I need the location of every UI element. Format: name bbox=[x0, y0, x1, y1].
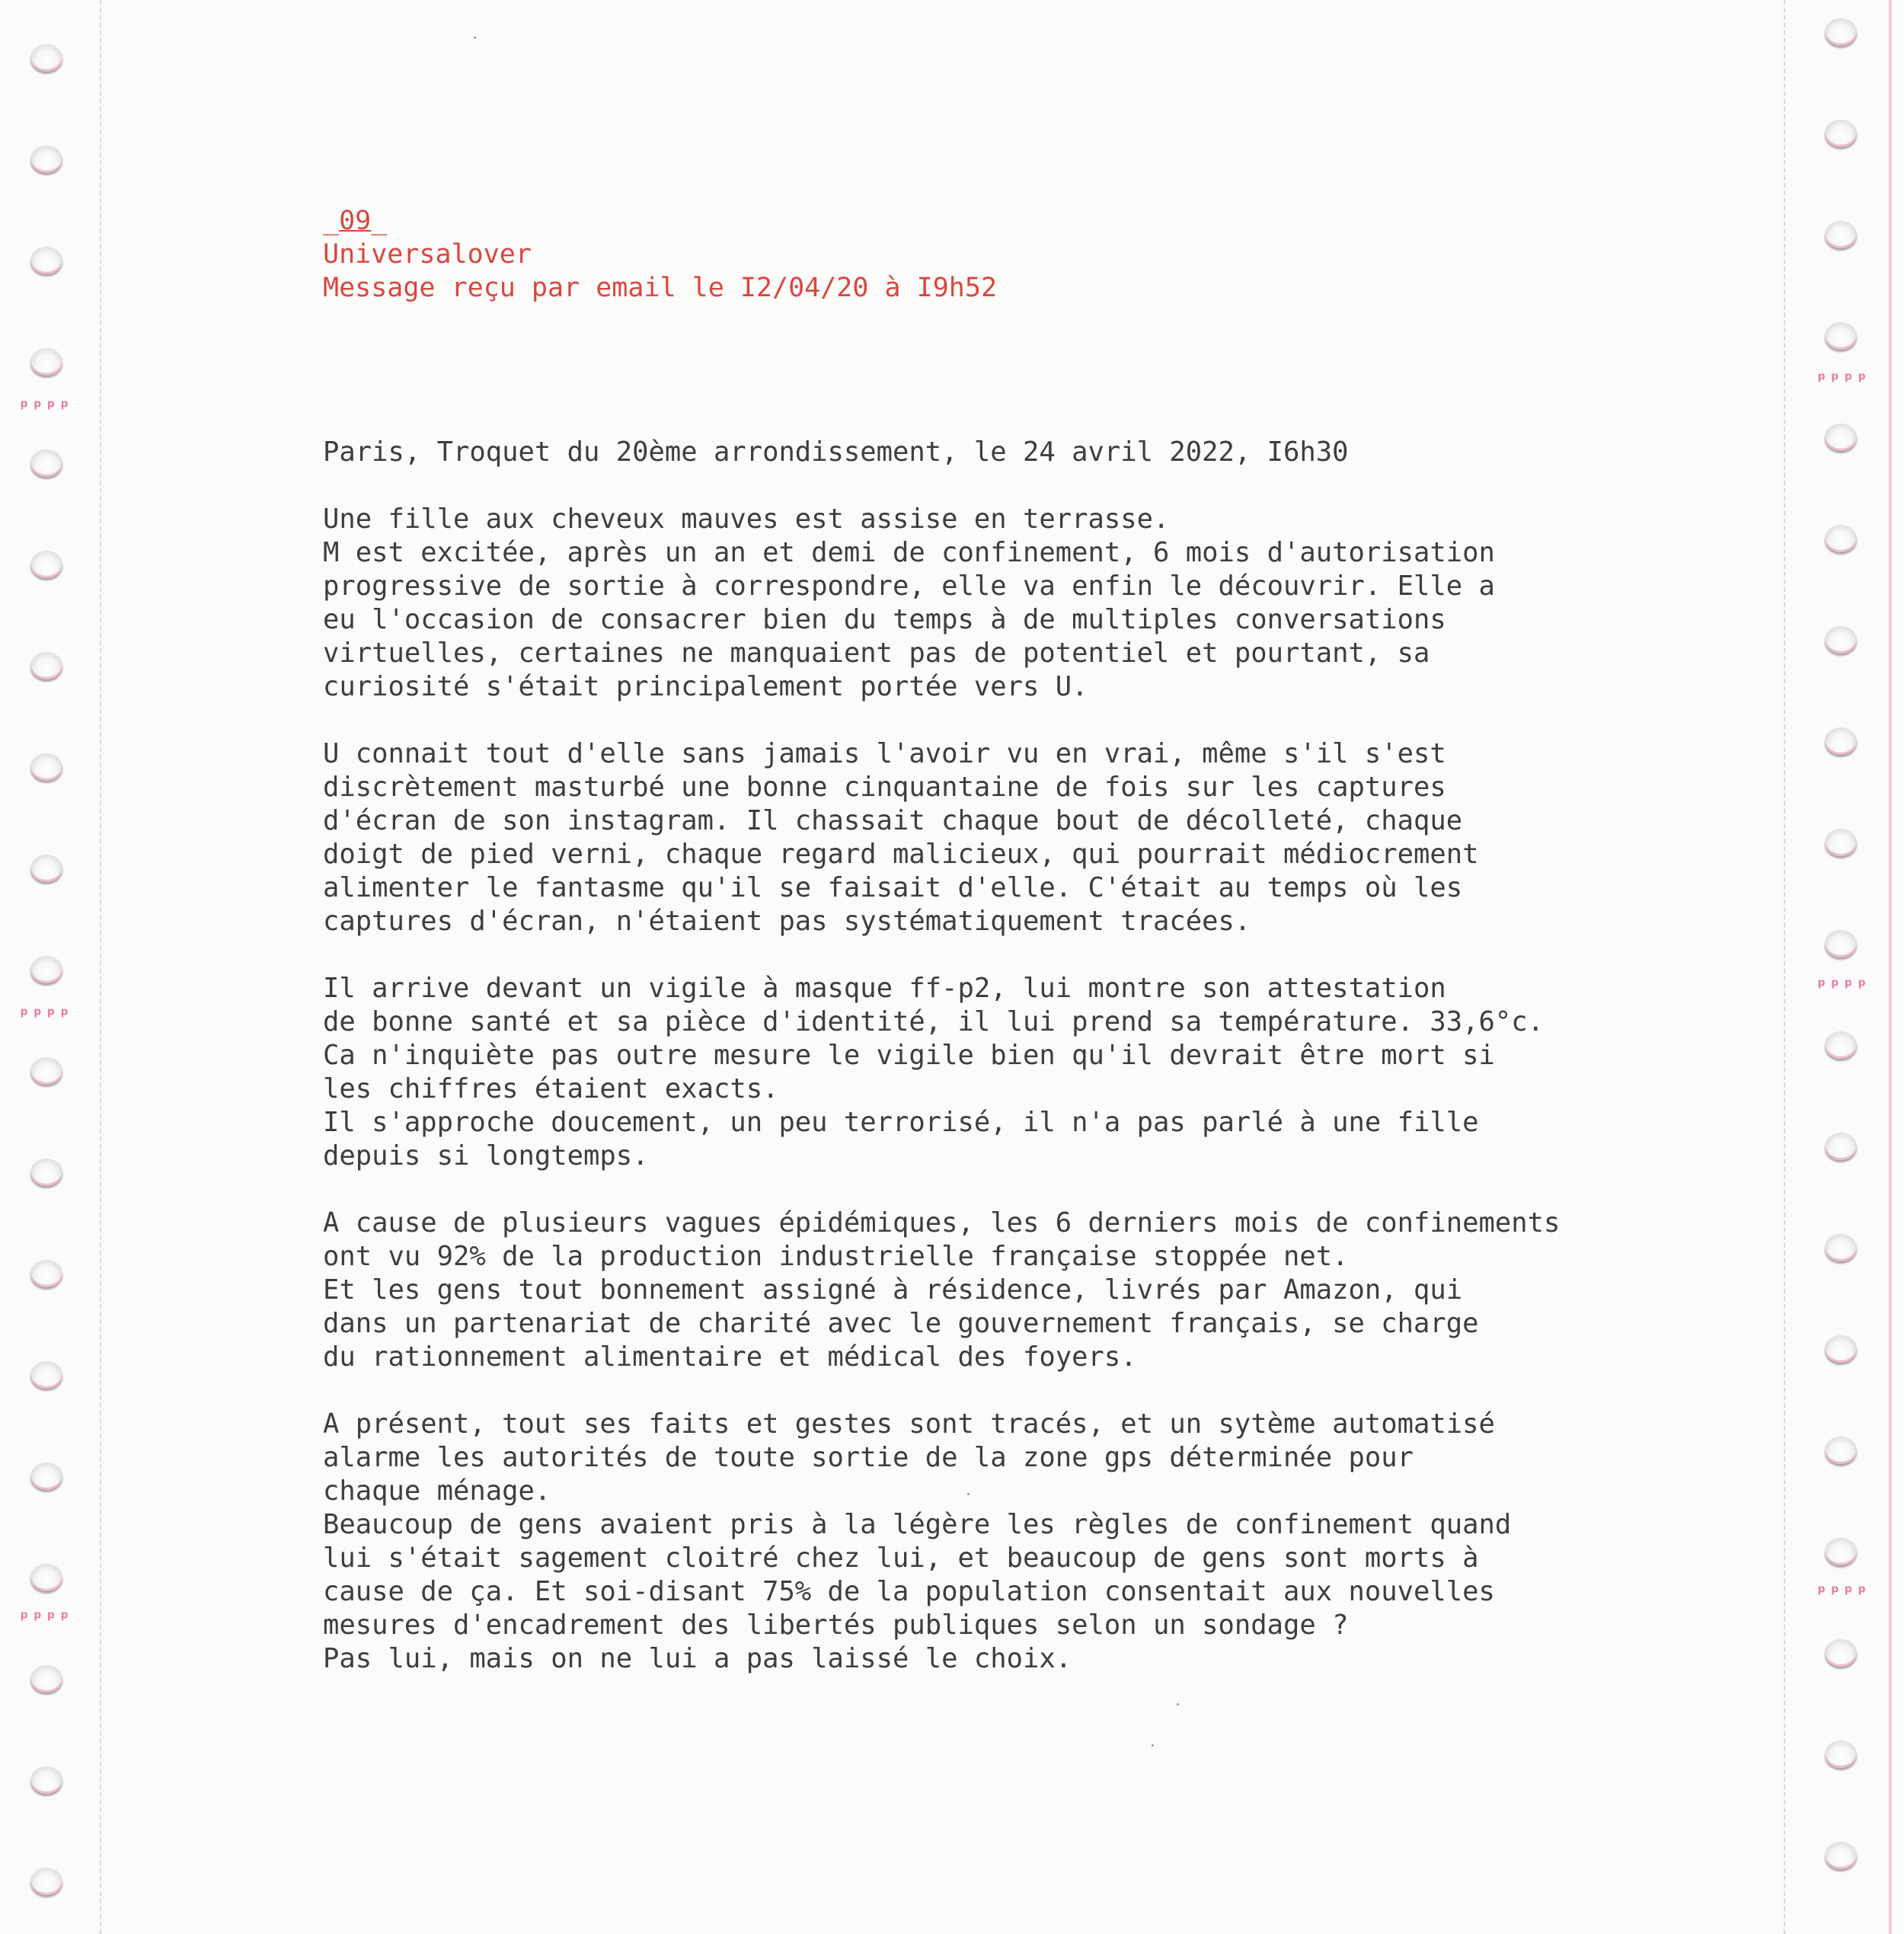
text-line: Et les gens tout bonnement assigné à résidence, livrés par Amazon, qui bbox=[323, 1274, 1463, 1306]
paragraph bbox=[323, 1207, 1709, 1374]
ink-speck bbox=[474, 37, 476, 39]
text-line: depuis si longtemps. bbox=[323, 1140, 649, 1172]
text-line: d'écran de son instagram. Il chassait chaque bout de décolleté, chaque bbox=[323, 805, 1463, 836]
feed-hole bbox=[30, 855, 62, 882]
right-edge-stripe bbox=[1889, 0, 1892, 1934]
feed-hole bbox=[30, 449, 62, 477]
feed-hole bbox=[30, 1159, 62, 1186]
feed-hole bbox=[1825, 1234, 1857, 1261]
feed-hole bbox=[1825, 525, 1857, 552]
feed-hole bbox=[30, 551, 62, 578]
perforation-mark: ᵖᵖᵖᵖ bbox=[18, 1607, 72, 1630]
left-tear-line bbox=[100, 0, 101, 1934]
text-line: discrètement masturbé une bonne cinquantaine de fois sur les captures bbox=[323, 772, 1446, 803]
text-line: Il s'approche doucement, un peu terrorisé, il n'a pas parlé à une fille bbox=[323, 1107, 1479, 1138]
feed-hole bbox=[1825, 120, 1857, 147]
text-line: A cause de plusieurs vagues épidémiques, les 6 derniers mois de confinements bbox=[323, 1207, 1561, 1239]
paragraphs bbox=[323, 503, 1709, 1676]
feed-hole bbox=[30, 247, 62, 274]
text-line: curiosité s'était principalement portée vers U. bbox=[323, 671, 1088, 702]
perforation-mark: ᵖᵖᵖᵖ bbox=[18, 1004, 72, 1027]
feed-hole bbox=[30, 956, 62, 983]
feed-hole bbox=[30, 1564, 62, 1591]
ink-speck bbox=[1152, 1744, 1154, 1747]
text-line: lui s'était sagement cloitré chez lui, et beaucoup de gens sont morts à bbox=[323, 1542, 1479, 1574]
letter-number: 09 bbox=[339, 206, 372, 236]
text-line: alarme les autorités de toute sortie de la zone gps déterminée pour bbox=[323, 1442, 1414, 1473]
feed-hole bbox=[1825, 626, 1857, 654]
feed-hole bbox=[30, 348, 62, 376]
feed-hole bbox=[30, 44, 62, 72]
text-line: alimenter le fantasme qu'il se faisait d'elle. C'était au temps où les bbox=[323, 872, 1463, 903]
text-line: eu l'occasion de consacrer bien du temps à de multiples conversations bbox=[323, 604, 1446, 635]
text-line: progressive de sortie à correspondre, elle va enfin le découvrir. Elle a bbox=[323, 571, 1495, 602]
feed-hole bbox=[30, 652, 62, 679]
text-line: U connait tout d'elle sans jamais l'avoir vu en vrai, même s'il s'est bbox=[323, 738, 1446, 769]
feed-hole bbox=[30, 1665, 62, 1693]
feed-hole bbox=[30, 145, 62, 173]
feed-hole bbox=[1825, 1031, 1857, 1059]
place-date-line: Paris, Troquet du 20ème arrondissement, le 24 avril 2022, I6h30 bbox=[323, 436, 1349, 468]
text-line: dans un partenariat de charité avec le gouvernement français, se charge bbox=[323, 1308, 1479, 1339]
letter-title: Universalover bbox=[323, 239, 532, 270]
feed-hole bbox=[1825, 1639, 1857, 1667]
right-tear-line bbox=[1784, 0, 1785, 1934]
feed-hole bbox=[1825, 1538, 1857, 1565]
letter-subtitle: Message reçu par email le I2/04/20 à I9h52 bbox=[323, 273, 998, 303]
paragraph bbox=[323, 737, 1709, 938]
feed-hole bbox=[1825, 424, 1857, 451]
text-line: Beaucoup de gens avaient pris à la légère les règles de confinement quand bbox=[323, 1509, 1512, 1540]
paragraph bbox=[323, 1408, 1709, 1676]
feed-hole bbox=[30, 1462, 62, 1490]
feed-hole bbox=[1825, 727, 1857, 755]
perforation-mark: ᵖᵖᵖᵖ bbox=[1816, 369, 1870, 392]
text-line: virtuelles, certaines ne manquaient pas de potentiel et pourtant, sa bbox=[323, 638, 1430, 669]
perforation-mark: ᵖᵖᵖᵖ bbox=[1816, 1581, 1870, 1604]
letter-header: _09_ Universalover Message reçu par email le I2/04/20 à I9h52 bbox=[323, 206, 998, 303]
feed-hole bbox=[1825, 829, 1857, 856]
paragraph bbox=[323, 972, 1709, 1173]
feed-hole bbox=[30, 1868, 62, 1895]
text-line: mesures d'encadrement des libertés publiques selon un sondage ? bbox=[323, 1610, 1349, 1641]
perforation-mark: ᵖᵖᵖᵖ bbox=[18, 396, 72, 419]
feed-hole bbox=[1825, 322, 1857, 350]
feed-hole bbox=[30, 1766, 62, 1794]
text-line: cause de ça. Et soi-disant 75% de la population consentait aux nouvelles bbox=[323, 1576, 1495, 1607]
text-line: du rationnement alimentaire et médical des foyers. bbox=[323, 1341, 1137, 1373]
text-line: Ca n'inquiète pas outre mesure le vigile bien qu'il devrait être mort si bbox=[323, 1040, 1495, 1071]
text-line: de bonne santé et sa pièce d'identité, il lui prend sa température. 33,6°c. bbox=[323, 1006, 1544, 1037]
feed-hole bbox=[1825, 1842, 1857, 1869]
feed-hole bbox=[1825, 18, 1857, 46]
feed-hole bbox=[30, 1361, 62, 1389]
text-line: Une fille aux cheveux mauves est assise en terrasse. bbox=[323, 503, 1170, 535]
paragraph bbox=[323, 503, 1709, 704]
feed-hole bbox=[30, 1057, 62, 1085]
text-line: Il arrive devant un vigile à masque ff-p2, lui montre son attestation bbox=[323, 973, 1446, 1004]
feed-hole bbox=[30, 1260, 62, 1287]
letter-body bbox=[323, 436, 1709, 1709]
text-line: doigt de pied verni, chaque regard malicieux, qui pourrait médiocrement bbox=[323, 839, 1479, 870]
text-line: chaque ménage. bbox=[323, 1475, 551, 1507]
perforation-mark: ᵖᵖᵖᵖ bbox=[1816, 975, 1870, 998]
text-line: A présent, tout ses faits et gestes sont tracés, et un sytème automatisé bbox=[323, 1408, 1495, 1440]
feed-hole bbox=[1825, 1133, 1857, 1160]
feed-hole bbox=[1825, 930, 1857, 957]
text-line: M est excitée, après un an et demi de confinement, 6 mois d'autorisation bbox=[323, 537, 1495, 568]
feed-hole bbox=[1825, 1741, 1857, 1768]
feed-hole bbox=[1825, 221, 1857, 248]
feed-hole bbox=[1825, 1437, 1857, 1464]
text-line: les chiffres étaient exacts. bbox=[323, 1073, 779, 1104]
feed-hole bbox=[1825, 1335, 1857, 1363]
text-line: Pas lui, mais on ne lui a pas laissé le choix. bbox=[323, 1643, 1072, 1674]
text-line: captures d'écran, n'étaient pas systématiquement tracées. bbox=[323, 906, 1251, 937]
feed-hole bbox=[30, 753, 62, 781]
text-line: ont vu 92% de la production industrielle française stoppée net. bbox=[323, 1241, 1349, 1272]
